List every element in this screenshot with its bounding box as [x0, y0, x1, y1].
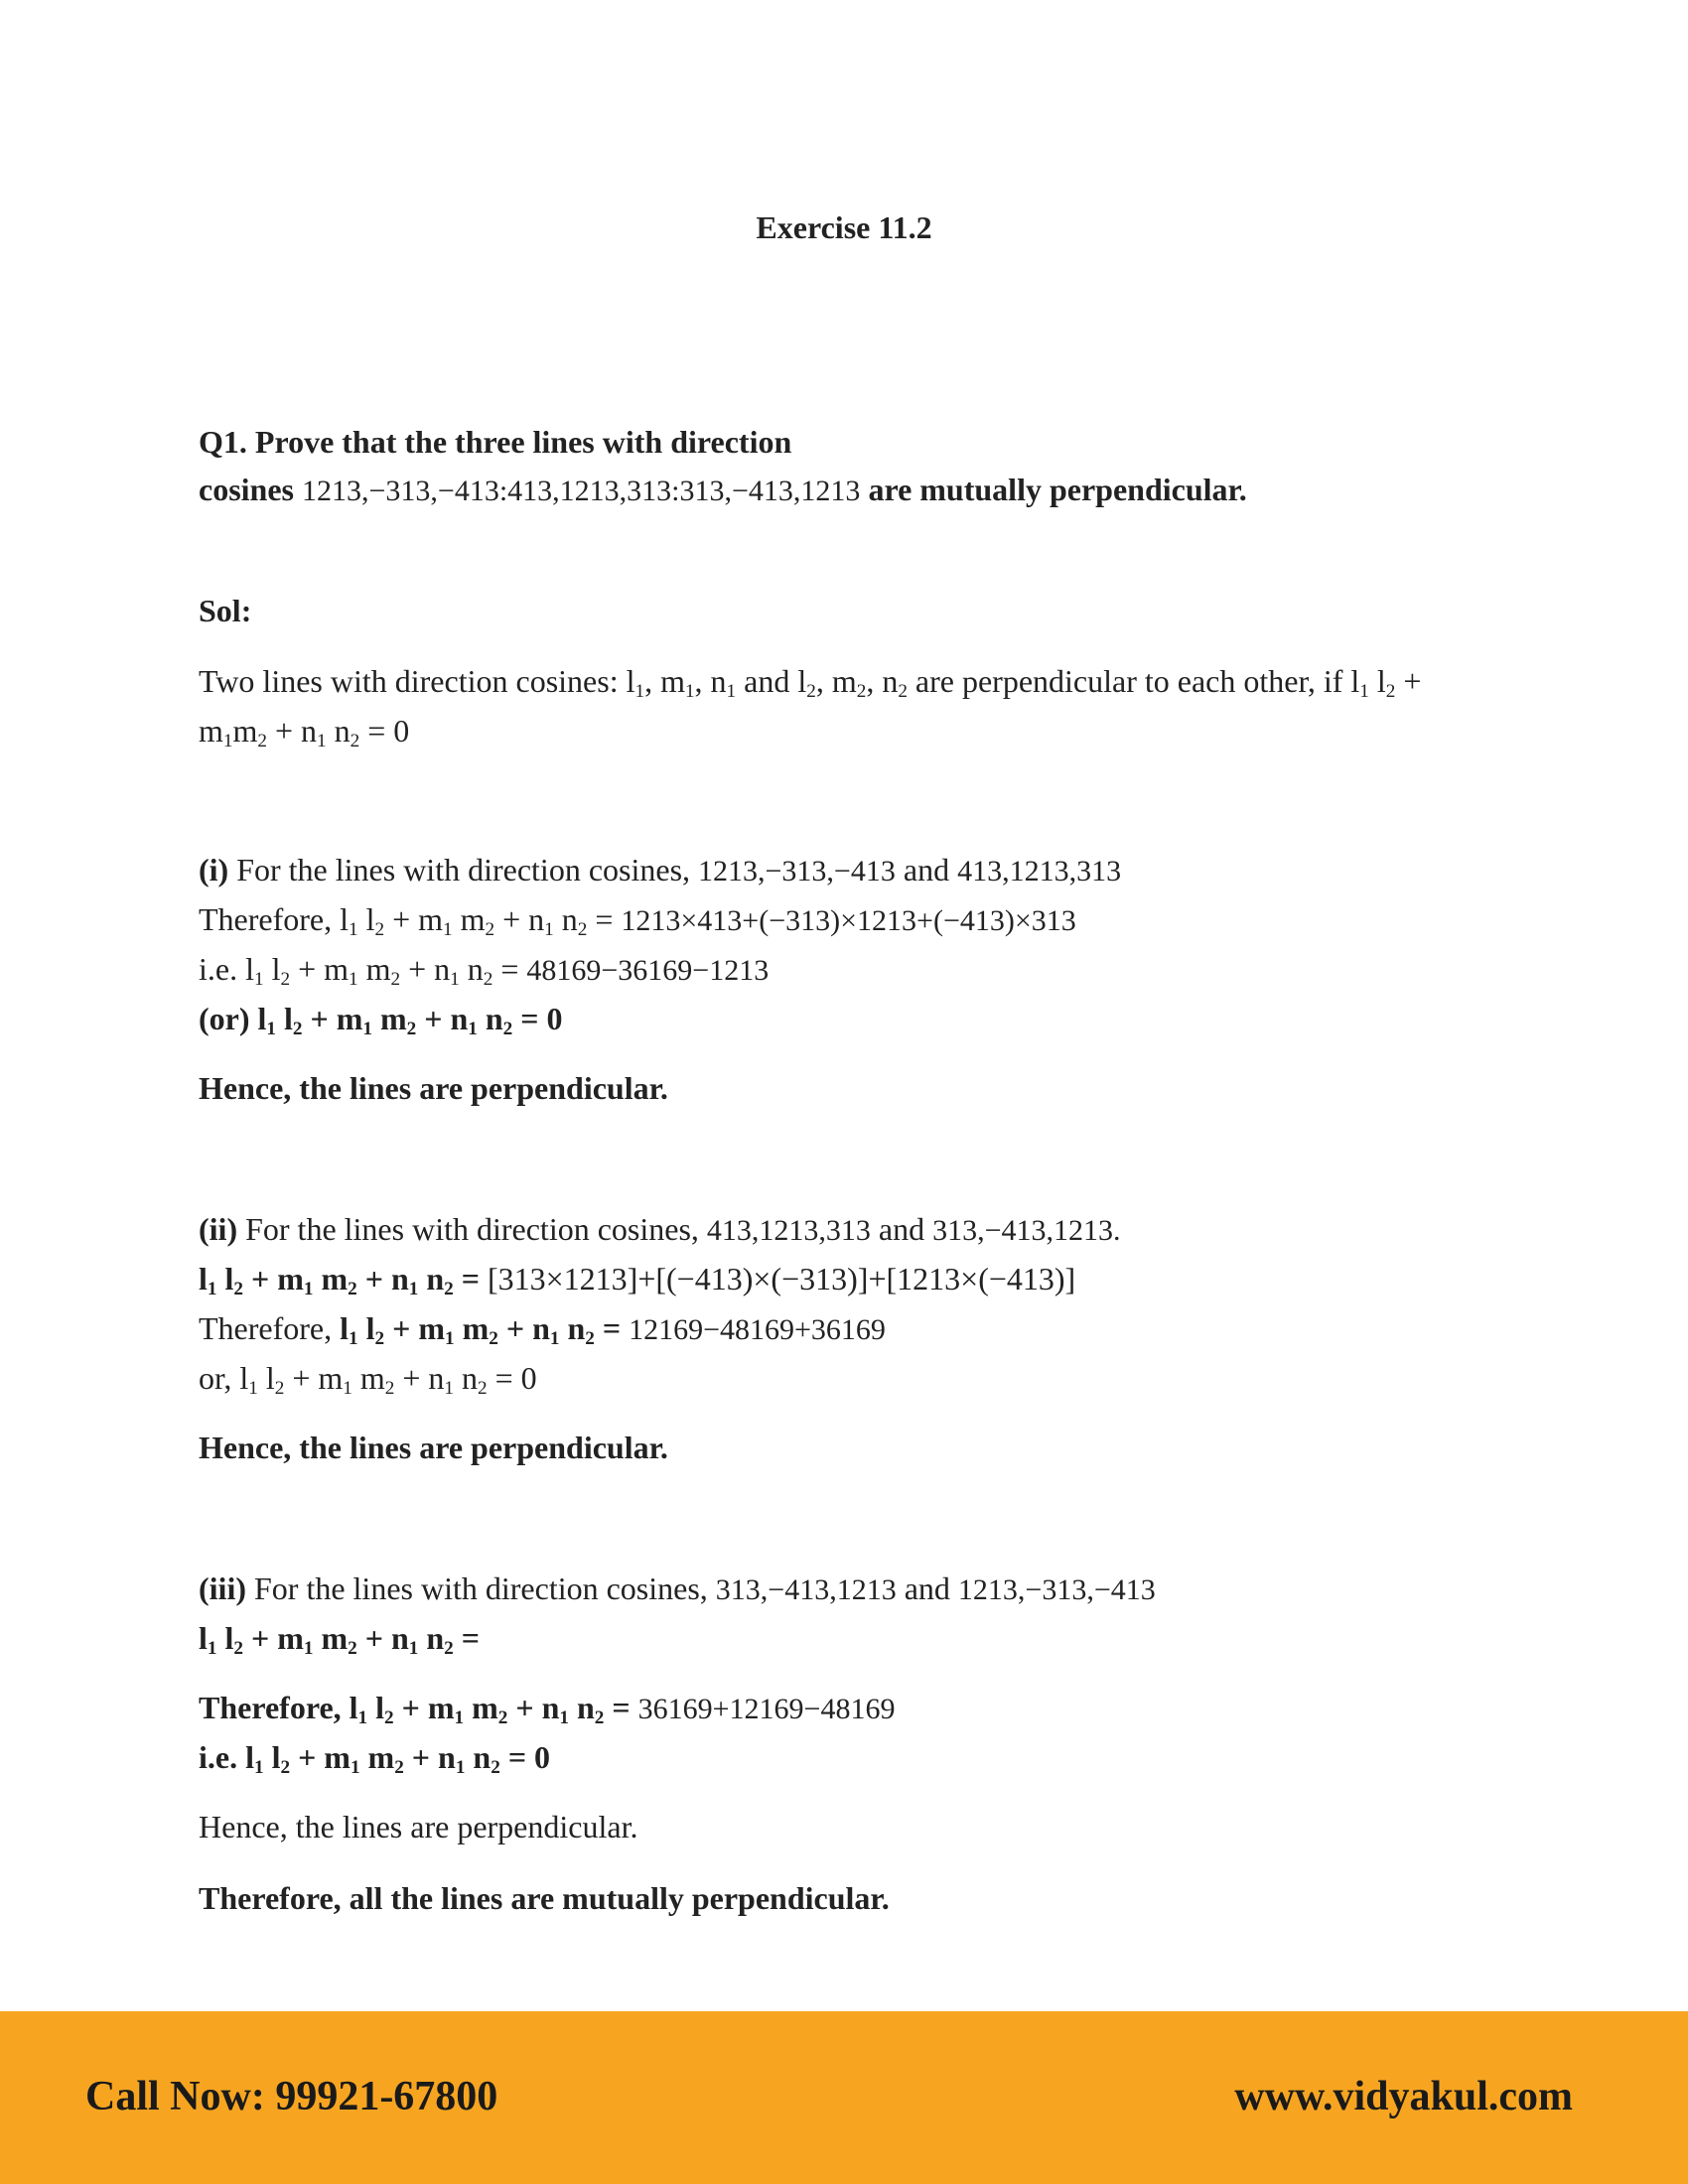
question-line-1: Q1. Prove that the three lines with direction [199, 424, 792, 460]
footer-website-link[interactable]: www.vidyakul.com [1234, 2074, 1573, 2119]
part1-and: and [903, 852, 950, 887]
part3-label: (iii) [199, 1570, 246, 1606]
part3-line-1 [199, 1569, 1156, 1610]
part1-math-a: 1213,−313,−413 [698, 855, 896, 887]
page-title: Exercise 11.2 [756, 209, 932, 245]
part3-math-a: 313,−413,1213 [715, 1573, 897, 1606]
part3-line-3 [199, 1688, 895, 1729]
part1-line-3 [199, 949, 769, 991]
part3-and: and [904, 1570, 950, 1606]
part3-line-2: $l_1$ $l_2 + m_1$ $m_2 + n_1$ $n_2$ = [199, 1620, 480, 1659]
part1-line-1 [199, 850, 1121, 891]
part3-line-4: i.e. $l_1$ $l_2 + m_1$ $m_2 + n_1$ $n_2 = 0$ [199, 1739, 551, 1778]
part1-line-4: (or) $l_1$ $l_2 + m_1$ $m_2 + n_1$ $n_2 = 0$ [199, 1001, 563, 1039]
part2-math-a: 413,1213,313 [706, 1214, 871, 1247]
sol-label: Sol: [199, 593, 252, 628]
question-end: are mutually perpendicular. [868, 472, 1247, 507]
footer-call-now[interactable]: Call Now: 99921-67800 [85, 2074, 498, 2119]
question-cosines-math: 1213,−313,−413:413,1213,313:313,−413,1213 [302, 475, 861, 507]
part1-label: (i) [199, 852, 229, 887]
part2-result: 12169−48169+36169 [629, 1313, 886, 1346]
footer-bar [0, 2011, 1688, 2184]
intro-line-1: Two lines with direction cosines: $l_1$, $m_1$, $n_1$ and $l_2$, $m_2$, $n_2$ are perpendicular to each other, if $l_1$ $l_2$ + [199, 663, 1422, 702]
part2-math-b: 313,−413,1213. [932, 1214, 1121, 1247]
question-line-2 [199, 470, 1247, 511]
part2-sum-bold: $l_1$ $l_2 + m_1$ $m_2 + n_1$ $n_2$ = [340, 1310, 622, 1349]
part2-label: (ii) [199, 1211, 238, 1247]
part3-therefore: Therefore, $l_1$ $l_2 + m_1$ $m_2 + n_1$ $n_2$ = [199, 1690, 631, 1728]
part2-line-1 [199, 1209, 1121, 1251]
part2-and: and [878, 1211, 925, 1247]
part2-line-3 [199, 1308, 886, 1350]
part1-result: 48169−36169−1213 [526, 954, 770, 987]
part2-line-4: or, $l_1$ $l_2 + m_1$ $m_2 + n_1$ $n_2 = 0$ [199, 1360, 537, 1399]
part1-line-2 [199, 899, 1076, 941]
part3-result: 36169+12169−48169 [637, 1693, 896, 1725]
part2-line-2 [199, 1259, 1075, 1298]
part2-conclusion: Hence, the lines are perpendicular. [199, 1430, 668, 1465]
part1-conclusion: Hence, the lines are perpendicular. [199, 1070, 668, 1106]
part3-conclusion: Hence, the lines are perpendicular. [199, 1809, 638, 1844]
question-cosines-label: cosines [199, 472, 294, 507]
part1-expression: 1213×413+(−313)×1213+(−413)×313 [621, 904, 1076, 937]
intro-line-2: $m_1m_2 + n_1$ $n_2 = 0$ [199, 713, 410, 751]
part3-intro-text: For the lines with direction cosines, [253, 1570, 708, 1606]
part1-intro-text: For the lines with direction cosines, [236, 852, 691, 887]
part1-math-b: 413,1213,313 [957, 855, 1122, 887]
part1-ie: i.e. $l_1$ $l_2 + m_1$ $m_2 + n_1$ $n_2$ = [199, 951, 519, 990]
part3-math-b: 1213,−313,−413 [957, 1573, 1156, 1606]
part2-sum-label: $l_1$ $l_2 + m_1$ $m_2 + n_1$ $n_2$ = [199, 1261, 480, 1299]
part2-expression: [313×1213]+[(−413)×(−313)]+[1213×(−413)] [487, 1261, 1076, 1297]
final-conclusion: Therefore, all the lines are mutually perpendicular. [199, 1880, 890, 1916]
part2-therefore: Therefore, [199, 1310, 333, 1346]
part1-therefore: Therefore, $l_1$ $l_2 + m_1$ $m_2 + n_1$ $n_2$ = [199, 901, 614, 940]
part2-intro-text: For the lines with direction cosines, [245, 1211, 699, 1247]
